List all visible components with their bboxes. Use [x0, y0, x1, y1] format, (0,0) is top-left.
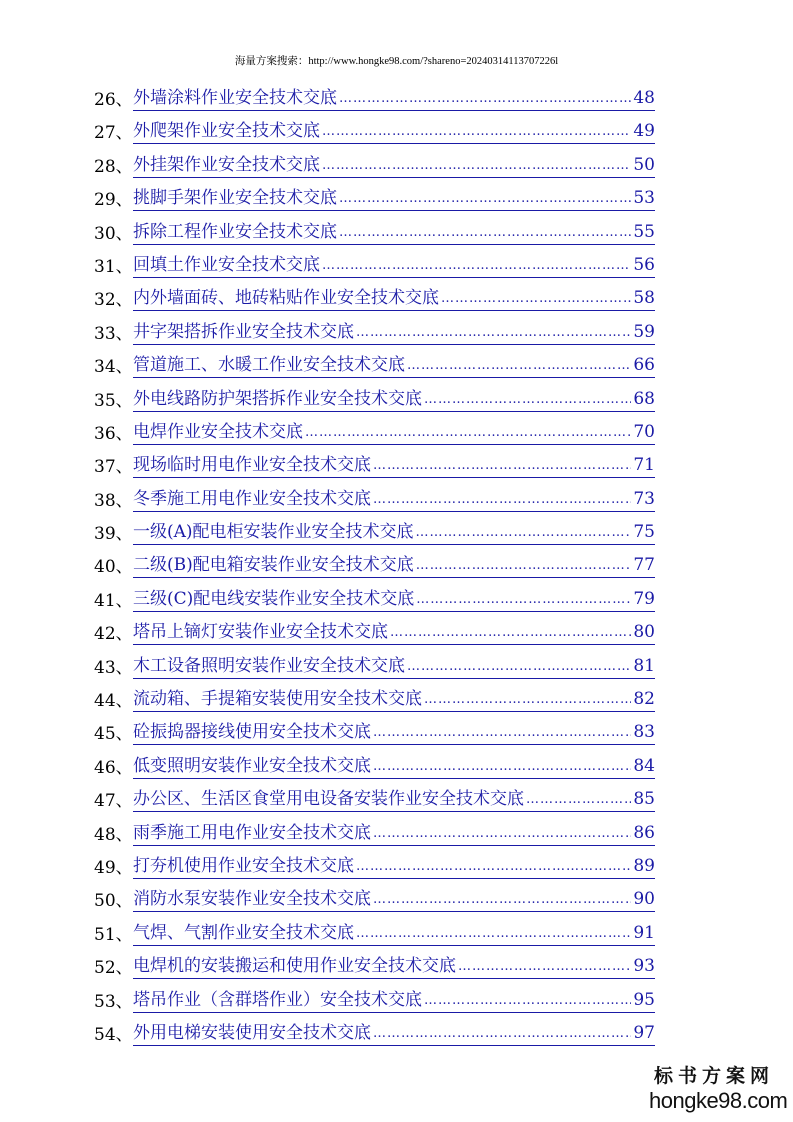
- logo-chinese-text: 标书方案网: [653, 1065, 774, 1087]
- toc-entry-title: 外电线路防护架搭拆作业安全技术交底: [133, 388, 422, 409]
- toc-entry: [0, 751, 793, 784]
- toc-entry-title: 低变照明安装作业安全技术交底: [133, 755, 371, 776]
- toc-entry: [0, 484, 793, 517]
- toc-entry-page-number: 49: [633, 121, 655, 142]
- toc-entry-number: 35、: [94, 390, 133, 411]
- toc-entry-title: 现场临时用电作业安全技术交底: [133, 455, 371, 476]
- toc-entry: [0, 951, 793, 984]
- toc-entry-page-number: 93: [633, 956, 655, 977]
- toc-entry-title: 塔吊作业（含群塔作业）安全技术交底: [133, 989, 422, 1010]
- toc-entry-link[interactable]: [133, 550, 655, 578]
- toc-entry-link[interactable]: [133, 350, 655, 378]
- toc-leader-dots: [356, 923, 631, 945]
- toc-entry-number: 40、: [94, 557, 133, 578]
- toc-entry: [0, 617, 793, 650]
- toc-entry-number: 54、: [94, 1024, 133, 1045]
- toc-entry: [0, 784, 793, 817]
- toc-entry-title: 气焊、气割作业安全技术交底: [133, 922, 354, 943]
- toc-leader-dots: [373, 489, 631, 511]
- toc-entry-number: 44、: [94, 691, 133, 712]
- toc-entry-title: 回填土作业安全技术交底: [133, 254, 320, 275]
- toc-entry: [0, 250, 793, 283]
- toc-entry-page-number: 53: [633, 188, 655, 209]
- toc-entry-page-number: 59: [633, 321, 655, 342]
- toc-entry-title: 流动箱、手提箱安装使用安全技术交底: [133, 689, 422, 710]
- toc-entry-number: 52、: [94, 958, 133, 979]
- toc-entry-title: 拆除工程作业安全技术交底: [133, 221, 337, 242]
- toc-entry-title: 电焊机的安装搬运和使用作业安全技术交底: [133, 956, 456, 977]
- toc-entry: [0, 1018, 793, 1051]
- toc-entry: [0, 584, 793, 617]
- toc-entry-number: 53、: [94, 991, 133, 1012]
- toc-entry-title: 内外墙面砖、地砖粘贴作业安全技术交底: [133, 288, 439, 309]
- toc-entry-title: 电焊作业安全技术交底: [133, 421, 303, 442]
- toc-entry-link[interactable]: [133, 851, 655, 879]
- toc-entry-link[interactable]: [133, 784, 655, 812]
- toc-leader-dots: [356, 856, 631, 878]
- toc-entry: [0, 684, 793, 717]
- logo-domain-text: hongke98.com: [649, 1088, 788, 1113]
- toc-entry-title: 二级(B)配电箱安装作业安全技术交底: [133, 555, 414, 576]
- toc-entry-title: 外爬架作业安全技术交底: [133, 121, 320, 142]
- toc-entry-page-number: 95: [633, 989, 655, 1010]
- toc-entry-link[interactable]: [133, 116, 655, 144]
- toc-entry-number: 50、: [94, 891, 133, 912]
- toc-entry-page-number: 84: [633, 755, 655, 776]
- toc-entry-link[interactable]: [133, 150, 655, 178]
- toc-entry: [0, 317, 793, 350]
- toc-entry-title: 三级(C)配电线安装作业安全技术交底: [133, 588, 415, 609]
- toc-entry-title: 打夯机使用作业安全技术交底: [133, 855, 354, 876]
- toc-entry: [0, 183, 793, 216]
- toc-entry-title: 外用电梯安装使用安全技术交底: [133, 1022, 371, 1043]
- toc-entry-link[interactable]: [133, 951, 655, 979]
- toc-entry-number: 28、: [94, 156, 133, 177]
- toc-entry-number: 41、: [94, 590, 133, 611]
- toc-entry-title: 雨季施工用电作业安全技术交底: [133, 822, 371, 843]
- toc-entry: [0, 517, 793, 550]
- toc-leader-dots: [424, 689, 631, 711]
- toc-entry-link[interactable]: [133, 651, 655, 679]
- toc-entry-page-number: 82: [633, 689, 655, 710]
- toc-entry-link[interactable]: [133, 484, 655, 512]
- toc-entry: [0, 350, 793, 383]
- toc-entry-page-number: 81: [633, 655, 655, 676]
- table-of-contents: [0, 83, 793, 1051]
- toc-entry-link[interactable]: [133, 717, 655, 745]
- toc-entry-title: 木工设备照明安装作业安全技术交底: [133, 655, 405, 676]
- toc-entry-link[interactable]: [133, 617, 655, 645]
- toc-entry-link[interactable]: [133, 517, 655, 545]
- toc-entry-title: 外墙涂料作业安全技术交底: [133, 88, 337, 108]
- toc-entry-link[interactable]: [133, 985, 655, 1013]
- toc-entry-title: 塔吊上镝灯安装作业安全技术交底: [133, 622, 388, 643]
- toc-entry-page-number: 83: [633, 722, 655, 743]
- toc-entry-page-number: 50: [633, 154, 655, 175]
- toc-entry: [0, 918, 793, 951]
- toc-entry-number: 31、: [94, 256, 133, 277]
- toc-entry-number: 32、: [94, 290, 133, 311]
- toc-entry-title: 井字架搭拆作业安全技术交底: [133, 321, 354, 342]
- toc-entry-number: 34、: [94, 357, 133, 378]
- toc-entry-page-number: 70: [633, 421, 655, 442]
- toc-entry-number: 38、: [94, 490, 133, 511]
- toc-entry-link[interactable]: [133, 217, 655, 245]
- toc-entry-title: 办公区、生活区食堂用电设备安装作业安全技术交底: [133, 789, 524, 810]
- toc-entry-page-number: 58: [633, 288, 655, 309]
- toc-leader-dots: [322, 255, 631, 277]
- toc-entry-link[interactable]: [133, 918, 655, 946]
- toc-entry: [0, 283, 793, 316]
- toc-leader-dots: [458, 956, 631, 978]
- toc-entry-page-number: 71: [633, 455, 655, 476]
- toc-entry-number: 33、: [94, 323, 133, 344]
- toc-leader-dots: [373, 1023, 631, 1045]
- toc-entry: [0, 717, 793, 750]
- toc-entry-page-number: 66: [633, 355, 655, 376]
- toc-entry-link[interactable]: [133, 417, 655, 445]
- toc-entry: [0, 450, 793, 483]
- toc-entry-number: 49、: [94, 857, 133, 878]
- toc-entry-link[interactable]: [133, 83, 655, 111]
- toc-entry-page-number: 73: [633, 488, 655, 509]
- toc-leader-dots: [339, 222, 631, 244]
- toc-entry-number: 27、: [94, 123, 133, 144]
- toc-leader-dots: [416, 589, 631, 611]
- toc-leader-dots: [356, 322, 631, 344]
- toc-leader-dots: [373, 823, 631, 845]
- toc-entry-link[interactable]: [133, 384, 655, 412]
- toc-entry-link[interactable]: [133, 884, 655, 912]
- toc-leader-dots: [373, 455, 631, 477]
- toc-entry-page-number: 90: [633, 889, 655, 910]
- toc-entry-page-number: 68: [633, 388, 655, 409]
- toc-entry-page-number: 75: [633, 522, 655, 543]
- site-logo: [649, 1061, 788, 1114]
- toc-entry-title: 砼振捣器接线使用安全技术交底: [133, 722, 371, 743]
- toc-leader-dots: [373, 756, 631, 778]
- toc-entry: [0, 851, 793, 884]
- toc-entry-link[interactable]: [133, 317, 655, 345]
- toc-entry-page-number: 97: [633, 1022, 655, 1043]
- toc-leader-dots: [526, 789, 631, 811]
- page-header: 海量方案搜索：http://www.hongke98.com/?shareno=20240314113707226l: [234, 56, 559, 67]
- toc-leader-dots: [339, 88, 631, 110]
- toc-entry: [0, 384, 793, 417]
- toc-entry-page-number: 77: [633, 555, 655, 576]
- toc-entry: [0, 417, 793, 450]
- toc-entry: [0, 550, 793, 583]
- toc-leader-dots: [407, 355, 631, 377]
- toc-leader-dots: [407, 656, 631, 678]
- toc-entry-number: 51、: [94, 924, 133, 945]
- toc-leader-dots: [373, 889, 631, 911]
- toc-entry-link[interactable]: [133, 818, 655, 846]
- toc-leader-dots: [424, 990, 631, 1012]
- toc-entry-number: 48、: [94, 824, 133, 845]
- toc-entry-title: 消防水泵安装作业安全技术交底: [133, 889, 371, 910]
- toc-entry-link[interactable]: [133, 584, 655, 612]
- toc-entry-number: 45、: [94, 724, 133, 745]
- toc-entry-page-number: 79: [633, 588, 655, 609]
- toc-entry-title: 挑脚手架作业安全技术交底: [133, 188, 337, 209]
- toc-entry-page-number: 86: [633, 822, 655, 843]
- toc-entry: [0, 884, 793, 917]
- toc-entry-number: 37、: [94, 457, 133, 478]
- toc-leader-dots: [441, 288, 631, 310]
- toc-entry-link[interactable]: [133, 283, 655, 311]
- toc-leader-dots: [305, 422, 631, 444]
- toc-entry-link[interactable]: [133, 1018, 655, 1046]
- toc-entry-link[interactable]: [133, 183, 655, 211]
- toc-leader-dots: [416, 555, 632, 577]
- toc-entry-page-number: 48: [633, 88, 655, 108]
- toc-entry-number: 47、: [94, 791, 133, 812]
- toc-entry-page-number: 56: [633, 254, 655, 275]
- toc-entry-link[interactable]: [133, 450, 655, 478]
- toc-leader-dots: [416, 522, 632, 544]
- toc-entry-title: 一级(A)配电柜安装作业安全技术交底: [133, 522, 414, 543]
- toc-entry: [0, 116, 793, 149]
- toc-entry-title: 外挂架作业安全技术交底: [133, 154, 320, 175]
- toc-leader-dots: [322, 155, 631, 177]
- toc-entry-link[interactable]: [133, 250, 655, 278]
- toc-leader-dots: [424, 389, 631, 411]
- toc-entry-number: 26、: [94, 90, 133, 110]
- toc-leader-dots: [390, 622, 631, 644]
- toc-entry: [0, 651, 793, 684]
- toc-entry: [0, 217, 793, 250]
- toc-entry-link[interactable]: [133, 751, 655, 779]
- toc-entry-page-number: 80: [633, 622, 655, 643]
- toc-entry: [0, 818, 793, 851]
- toc-entry-page-number: 55: [633, 221, 655, 242]
- toc-leader-dots: [339, 188, 631, 210]
- toc-leader-dots: [373, 722, 631, 744]
- toc-entry-title: 冬季施工用电作业安全技术交底: [133, 488, 371, 509]
- toc-entry-number: 43、: [94, 657, 133, 678]
- toc-leader-dots: [322, 121, 631, 143]
- toc-entry-number: 42、: [94, 624, 133, 645]
- toc-entry-number: 36、: [94, 423, 133, 444]
- toc-entry-title: 管道施工、水暖工作业安全技术交底: [133, 355, 405, 376]
- toc-entry-number: 29、: [94, 190, 133, 211]
- toc-entry-page-number: 89: [633, 855, 655, 876]
- toc-entry: [0, 150, 793, 183]
- toc-entry: [0, 83, 793, 116]
- toc-entry-page-number: 85: [633, 789, 655, 810]
- toc-entry-link[interactable]: [133, 684, 655, 712]
- toc-entry-number: 30、: [94, 223, 133, 244]
- toc-entry-number: 46、: [94, 757, 133, 778]
- toc-entry: [0, 985, 793, 1018]
- toc-entry-number: 39、: [94, 524, 133, 545]
- toc-entry-page-number: 91: [633, 922, 655, 943]
